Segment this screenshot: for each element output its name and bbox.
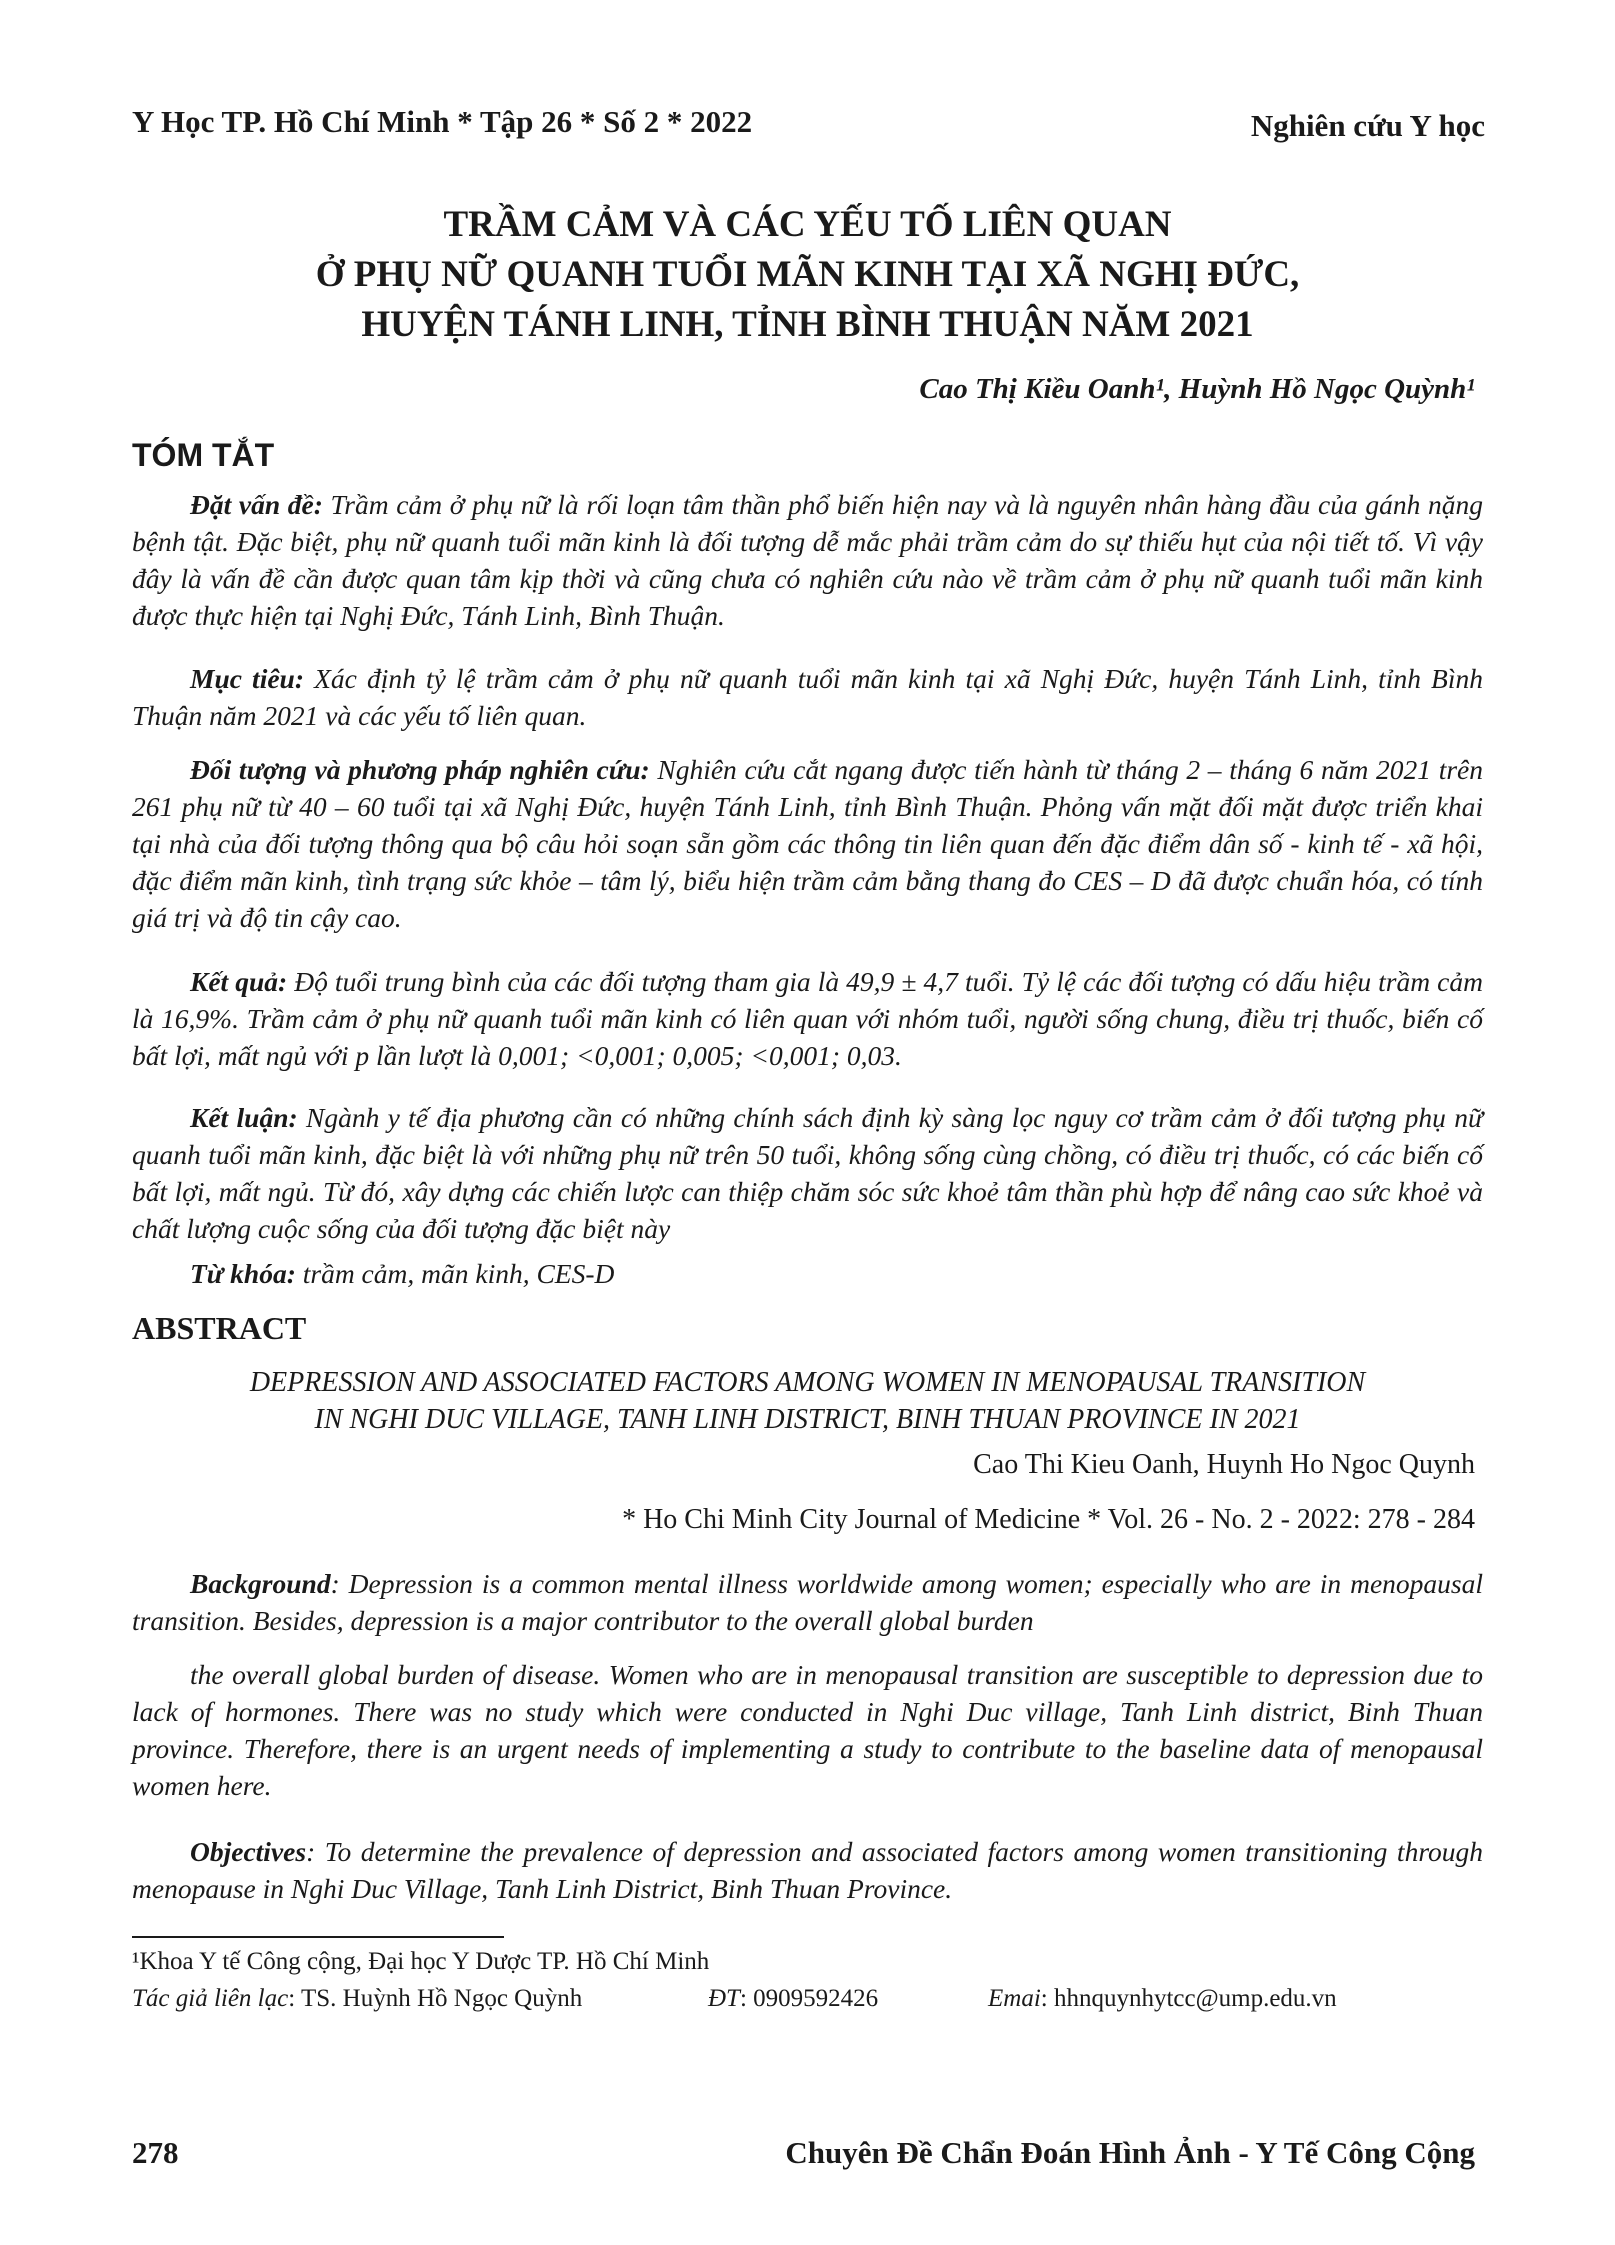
contact-label: Tác giả liên lạc	[132, 1985, 289, 2012]
objectives-label-en: Objectives	[190, 1836, 307, 1867]
background-text-en: : Depression is a common mental illness worldwide among women; especially who are in menopausal transition. Besides, depression is a major contributor to the overall global burden	[132, 1568, 1483, 1636]
objectives-paragraph-vi	[132, 660, 1483, 734]
author-list: Cao Thị Kiều Oanh¹, Huỳnh Hồ Ngọc Quỳnh¹	[919, 373, 1475, 405]
methods-label-vi: Đối tượng và phương pháp nghiên cứu:	[190, 754, 650, 785]
english-title	[132, 1364, 1483, 1438]
background-paragraph-en	[132, 1565, 1483, 1639]
affiliation-footnote: ¹Khoa Y tế Công cộng, Đại học Y Dược TP. Hồ Chí Minh	[132, 1948, 710, 1975]
background-paragraph-vi	[132, 486, 1483, 634]
title-line-2: Ở PHỤ NỮ QUANH TUỔI MÃN KINH TẠI XÃ NGHỊ ĐỨC,	[315, 254, 1300, 295]
conclusion-label-vi: Kết luận:	[190, 1102, 298, 1133]
email-address: : hhnquynhytcc@ump.edu.vn	[1040, 1985, 1337, 2012]
results-label-vi: Kết quả:	[190, 966, 288, 997]
running-header	[132, 104, 1485, 148]
objectives-label-vi: Mục tiêu:	[190, 663, 304, 694]
objectives-text-vi: Xác định tỷ lệ trầm cảm ở phụ nữ quanh tuổi mãn kinh tại xã Nghị Đức, huyện Tánh Linh, tỉnh Bình Thuận năm 2021 và các yếu tố liên quan.	[132, 663, 1483, 731]
conclusion-text-vi: Ngành y tế địa phương cần có những chính sách định kỳ sàng lọc nguy cơ trầm cảm ở đối tượng phụ nữ quanh tuổi mãn kinh, đặc biệt là với những phụ nữ trên 50 tuổi, không sống cùng chồng, có điều trị thuốc, có các biến cố bất lợi, mất ngủ. Từ đó, xây dựng các chiến lược can thiệp chăm sóc sức khoẻ tâm thần phù hợp để nâng cao sức khoẻ và chất lượng cuộc sống của đối tượng đặc biệt này	[132, 1102, 1483, 1244]
page-number: 278	[132, 2135, 179, 2170]
keywords-text-vi: trầm cảm, mãn kinh, CES-D	[295, 1258, 615, 1289]
objectives-paragraph-en	[132, 1833, 1483, 1907]
email-label: Emai	[988, 1985, 1041, 2012]
issue-title: Chuyên Đề Chẩn Đoán Hình Ảnh - Y Tế Công Cộng	[785, 2135, 1475, 2170]
contact-name: : TS. Huỳnh Hồ Ngọc Quỳnh	[288, 1985, 583, 2012]
keywords-paragraph-vi	[132, 1255, 1483, 1292]
objectives-text-en: : To determine the prevalence of depression and associated factors among women transitioning through menopause in Nghi Duc Village, Tanh Linh District, Binh Thuan Province.	[132, 1836, 1483, 1904]
results-text-vi: Độ tuổi trung bình của các đối tượng tham gia là 49,9 ± 4,7 tuổi. Tỷ lệ các đối tượng có dấu hiệu trầm cảm là 16,9%. Trầm cảm ở phụ nữ quanh tuổi mãn kinh có liên quan với nhóm tuổi, người sống chung, điều trị thuốc, biến cố bất lợi, mất ngủ với p lần lượt là 0,001; <0,001; 0,005; <0,001; 0,03.	[132, 966, 1483, 1071]
phone-number: : 0909592426	[739, 1985, 879, 2012]
contact-footnote	[132, 1983, 1482, 2015]
journal-citation: Y Học TP. Hồ Chí Minh * Tập 26 * Số 2 * 2022	[132, 104, 753, 139]
summary-heading: TÓM TẮT	[132, 437, 275, 473]
title-line-3: HUYỆN TÁNH LINH, TỈNH BÌNH THUẬN NĂM 2021	[361, 304, 1254, 345]
abstract-heading: ABSTRACT	[132, 1310, 307, 1346]
english-journal-citation: * Ho Chi Minh City Journal of Medicine * Vol. 26 - No. 2 - 2022: 278 - 284	[622, 1504, 1475, 1535]
results-paragraph-vi	[132, 963, 1483, 1074]
english-title-line-1: DEPRESSION AND ASSOCIATED FACTORS AMONG WOMEN IN MENOPAUSAL TRANSITION	[249, 1367, 1366, 1398]
methods-text-vi: Nghiên cứu cắt ngang được tiến hành từ tháng 2 – tháng 6 năm 2021 trên 261 phụ nữ từ 40 – 60 tuổi tại xã Nghị Đức, huyện Tánh Linh, tỉnh Bình Thuận. Phỏng vấn mặt đối mặt được triển khai tại nhà của đối tượng thông qua bộ câu hỏi soạn sẵn gồm các thông tin liên quan đến đặc điểm dân số - kinh tế - xã hội, đặc điểm mãn kinh, tình trạng sức khỏe – tâm lý, biểu hiện trầm cảm bằng thang đo CES – D đã được chuẩn hóa, có tính giá trị và độ tin cậy cao.	[132, 754, 1483, 933]
background-label-vi: Đặt vấn đề:	[190, 489, 323, 520]
background-label-en: Background	[190, 1568, 331, 1599]
methods-paragraph-vi	[132, 751, 1483, 936]
background-continuation-en: the overall global burden of disease. Women who are in menopausal transition are susceptible to depression due to lack of hormones. There was no study which were conducted in Nghi Duc village, Tanh Linh district, Binh Thuan province. Therefore, there is an urgent needs of implementing a study to contribute to the baseline data of menopausal women here.	[132, 1659, 1483, 1801]
title-line-1: TRẦM CẢM VÀ CÁC YẾU TỐ LIÊN QUAN	[443, 204, 1172, 245]
conclusion-paragraph-vi	[132, 1099, 1483, 1247]
keywords-label-vi: Từ khóa:	[190, 1258, 296, 1289]
footnote-divider	[132, 1936, 504, 1938]
phone-label: ĐT	[708, 1985, 740, 2012]
article-title	[132, 200, 1483, 350]
english-author-list: Cao Thi Kieu Oanh, Huynh Ho Ngoc Quynh	[973, 1449, 1475, 1480]
background-text-vi: Trầm cảm ở phụ nữ là rối loạn tâm thần phổ biến hiện nay và là nguyên nhân hàng đầu của gánh nặng bệnh tật. Đặc biệt, phụ nữ quanh tuổi mãn kinh là đối tượng dễ mắc phải trầm cảm do sự thiếu hụt của nội tiết tố. Vì vậy đây là vấn đề cần được quan tâm kịp thời và cũng chưa có nghiên cứu nào về trầm cảm ở phụ nữ quanh tuổi mãn kinh được thực hiện tại Nghị Đức, Tánh Linh, Bình Thuận.	[132, 489, 1483, 631]
section-label: Nghiên cứu Y học	[1250, 108, 1485, 143]
english-title-line-2: IN NGHI DUC VILLAGE, TANH LINH DISTRICT, BINH THUAN PROVINCE IN 2021	[314, 1404, 1301, 1435]
